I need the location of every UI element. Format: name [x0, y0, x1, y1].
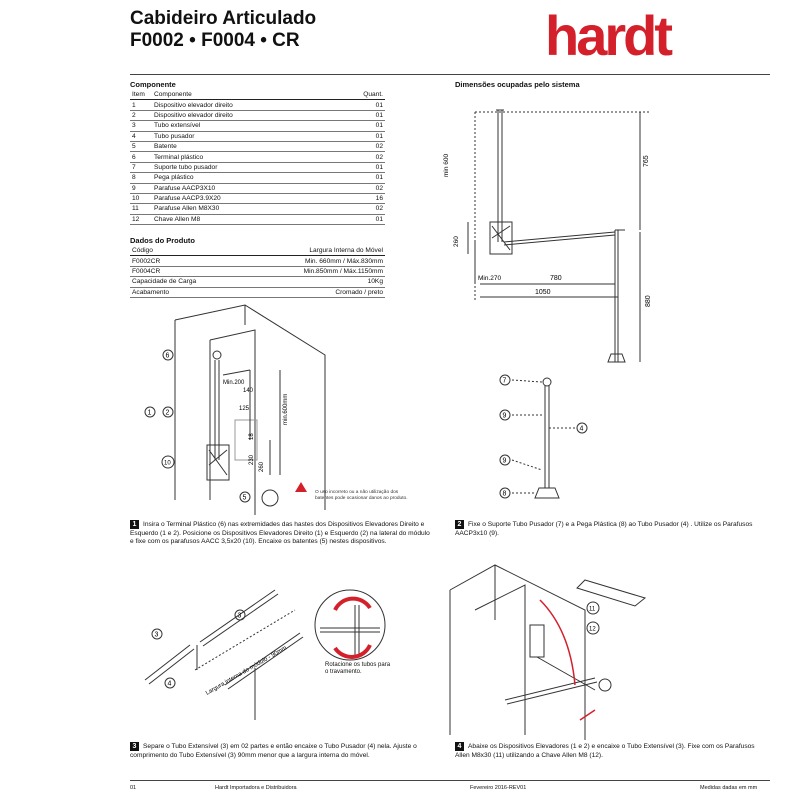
cell-qty: 02	[333, 204, 385, 214]
table-row	[130, 110, 385, 120]
cell-item: 7	[130, 162, 152, 172]
table-row	[130, 173, 385, 183]
dim-140: 140	[243, 388, 254, 394]
step-3	[130, 742, 430, 760]
dim-min270: Min.270	[478, 275, 502, 282]
table-row	[130, 193, 385, 203]
cell-name: Dispositivo elevador direito	[152, 100, 333, 110]
cell-item: 10	[130, 193, 152, 203]
step-2-number: 2	[455, 520, 464, 529]
title-line-1: Cabideiro Articulado	[130, 8, 317, 29]
cell-name: Parafuse AACP3.9X20	[152, 193, 333, 203]
document-title	[130, 8, 316, 52]
cell-item: 12	[130, 214, 152, 224]
table-header-row	[130, 246, 385, 256]
table-row	[130, 152, 385, 162]
table-row	[130, 204, 385, 214]
callout-2: 2	[165, 409, 170, 417]
callout-3b: 3	[154, 631, 159, 639]
cell-value: Min. 660mm / Máx.830mm	[245, 256, 385, 266]
header-divider	[130, 74, 770, 75]
callout-4: 4	[167, 680, 172, 688]
col-width: Largura Interna do Móvel	[245, 246, 385, 256]
table-row	[130, 162, 385, 172]
cell-value: Min.850mm / Máx.1150mm	[245, 266, 385, 276]
cell-name: Terminal plástico	[152, 152, 333, 162]
figure-2-diagram	[490, 370, 620, 510]
rotate-arrow-icon	[335, 645, 370, 657]
callout-7: 7	[502, 377, 507, 385]
cell-name: Chave Allen M8	[152, 214, 333, 224]
callout-9a: 9	[502, 412, 507, 420]
callout-10: 10	[164, 460, 171, 467]
cell-name: Parafuse AACP3X10	[152, 183, 333, 193]
callout-3a: 3	[237, 612, 242, 620]
step-1	[130, 520, 430, 547]
cell-name: Tubo extensível	[152, 121, 333, 131]
cell-qty: 01	[333, 100, 385, 110]
title-line-2: F0002 • F0004 • CR	[130, 30, 300, 51]
table-row	[130, 214, 385, 224]
cell-qty: 02	[333, 183, 385, 193]
dim-260: 260	[453, 236, 460, 247]
table-row	[130, 100, 385, 110]
cell-item: 11	[130, 204, 152, 214]
step-4-text: Abaixe os Dispositivos Elevadores (1 e 2) e encaixe o Tubo Extensível (3). Fixe com os Parafusos Allen M8x30 (11) utilizando a Chave Allen M8 (12).	[455, 743, 755, 759]
cell-qty: 01	[333, 121, 385, 131]
cell-qty: 01	[333, 173, 385, 183]
cell-name: Batente	[152, 141, 333, 151]
table-row	[130, 266, 385, 276]
cell-name: Parafuse Allen M8X30	[152, 204, 333, 214]
figure-3-diagram	[135, 570, 425, 735]
dimensions-diagram	[440, 92, 660, 382]
dim-18: 18	[249, 433, 255, 440]
figure-1-diagram	[135, 300, 435, 515]
step-2	[455, 520, 755, 538]
table-row	[130, 287, 385, 297]
footer-page: 01	[130, 785, 137, 791]
step-2-text: Fixe o Suporte Tubo Pusador (7) e a Pega Plástica (8) ao Tubo Pusador (4) . Utilize os Parafusos AACP3x10 (9).	[455, 521, 753, 537]
cell-item: 4	[130, 131, 152, 141]
table-row	[130, 131, 385, 141]
col-component: Componente	[152, 90, 333, 100]
warning-text: O uso incorreto ou a não utilização dos batentes pode ocasionar danos ao produto.	[315, 490, 408, 501]
cell-name: Pega plástico	[152, 173, 333, 183]
dim-765: 765	[643, 155, 650, 167]
dim-230: 230	[249, 454, 255, 465]
footer-company: Hardt Importadora e Distribuidora	[215, 785, 297, 791]
cell-item: 6	[130, 152, 152, 162]
cell-name: Dispositivo elevador direito	[152, 110, 333, 120]
cell-name: Suporte tubo pusador	[152, 162, 333, 172]
product-table	[130, 246, 385, 298]
components-section	[130, 80, 385, 225]
cell-item: 1	[130, 100, 152, 110]
rotate-arrow-icon	[335, 599, 370, 610]
module-width-label: Largura interna do módulo - 90mm	[205, 645, 289, 697]
cell-item: 3	[130, 121, 152, 131]
dim-min600: min 600	[443, 153, 450, 177]
cell-code: F0002CR	[130, 256, 245, 266]
table-row	[130, 277, 385, 287]
table-row	[130, 256, 385, 266]
arrow-down-icon	[540, 600, 575, 685]
cell-code: Acabamento	[130, 287, 245, 297]
components-heading: Componente	[130, 80, 176, 89]
dim-125: 125	[239, 406, 250, 412]
callout-11: 11	[589, 606, 596, 613]
step-1-text: Insira o Terminal Plástico (6) nas extremidades das hastes dos Dispositivos Elevadores Direito e Esquerdo (1 e 2). Posicione os Dispositivos Elevadores Direito (1) e Esquerdo (2) na lateral do módulo e fixe com os parafusos AACC 3,5x20 (10). Encaixe os batentes (5) nestes dispositivos.	[130, 521, 430, 546]
callout-8: 8	[502, 490, 507, 498]
cell-qty: 02	[333, 152, 385, 162]
warning-icon	[295, 482, 307, 492]
components-table	[130, 90, 385, 225]
dimensions-heading: Dimensões ocupadas pelo sistema	[455, 80, 580, 89]
footer-date: Fevereiro 2016-REV01	[470, 785, 527, 791]
rotate-note: Rotacione os tubos para o travamento.	[325, 662, 391, 675]
cell-item: 2	[130, 110, 152, 120]
cell-value: Cromado / preto	[245, 287, 385, 297]
dim-260: 260	[259, 461, 265, 472]
dim-880: 880	[645, 295, 652, 307]
arrow-icon	[580, 710, 595, 720]
step-4-number: 4	[455, 742, 464, 751]
col-qty: Quant.	[333, 90, 385, 100]
dim-1050: 1050	[535, 289, 551, 296]
table-row	[130, 183, 385, 193]
cell-qty: 16	[333, 193, 385, 203]
cell-code: Capacidade de Carga	[130, 277, 245, 287]
product-section	[130, 236, 385, 298]
cell-item: 8	[130, 173, 152, 183]
dim-780: 780	[550, 275, 562, 282]
table-header-row	[130, 90, 385, 100]
step-3-text: Separe o Tubo Extensível (3) em 02 partes e então encaixe o Tubo Pusador (4) nela. Ajuste o comprimento do Tubo Extensível (3) 90mm menor que a largura interna do móvel.	[130, 743, 417, 759]
table-row	[130, 141, 385, 151]
product-heading: Dados do Produto	[130, 236, 195, 245]
callout-5: 5	[242, 494, 247, 502]
dim-min200: Min.200	[223, 380, 245, 386]
cell-qty: 02	[333, 141, 385, 151]
callout-12: 12	[589, 626, 596, 633]
footer-units: Medidas dadas em mm	[700, 785, 758, 791]
cell-name: Tubo pusador	[152, 131, 333, 141]
footer-divider	[130, 780, 770, 781]
col-code: Código	[130, 246, 245, 256]
callout-1: 1	[147, 409, 152, 417]
step-1-number: 1	[130, 520, 139, 529]
cell-qty: 01	[333, 131, 385, 141]
figure-4-diagram	[445, 560, 675, 740]
cell-code: F0004CR	[130, 266, 245, 276]
step-4	[455, 742, 755, 760]
brand-logo: hardt	[545, 4, 670, 67]
table-row	[130, 121, 385, 131]
cell-value: 10Kg	[245, 277, 385, 287]
col-item: Item	[130, 90, 152, 100]
cell-item: 9	[130, 183, 152, 193]
callout-9b: 9	[502, 457, 507, 465]
cell-qty: 01	[333, 162, 385, 172]
cell-qty: 01	[333, 214, 385, 224]
cell-qty: 01	[333, 110, 385, 120]
step-3-number: 3	[130, 742, 139, 751]
callout-4: 4	[579, 425, 584, 433]
callout-6: 6	[165, 352, 170, 360]
dim-min600: min.600mm	[283, 393, 289, 425]
cell-item: 5	[130, 141, 152, 151]
